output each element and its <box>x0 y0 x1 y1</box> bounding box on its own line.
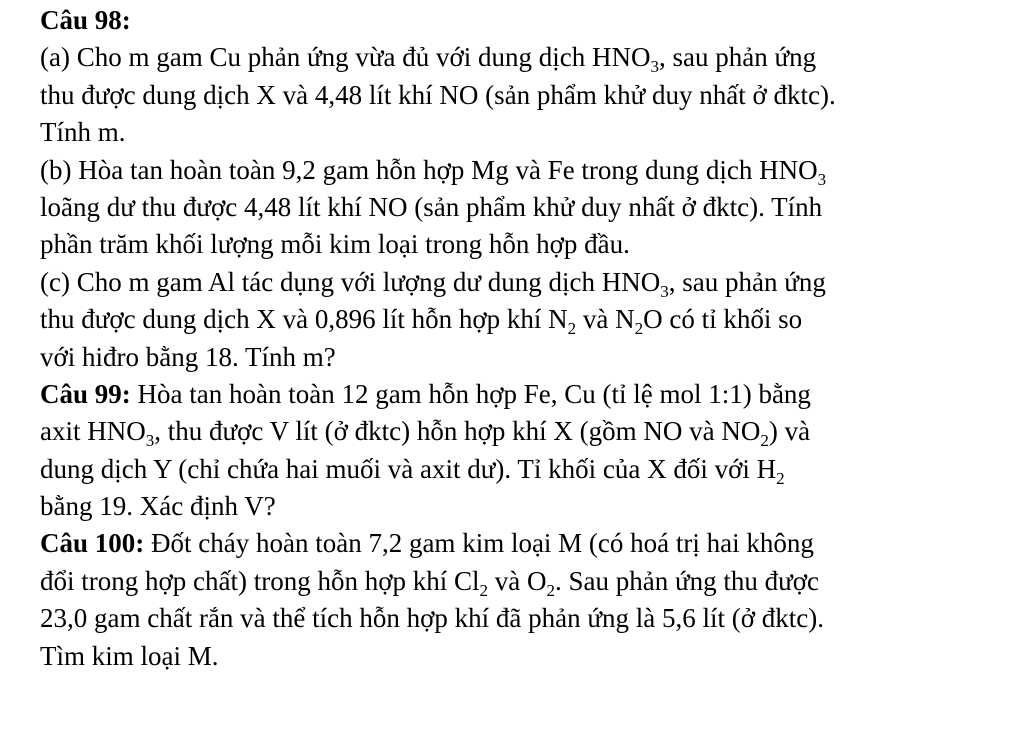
subscript: 3 <box>650 57 659 77</box>
text: và O <box>488 565 547 596</box>
subscript: 2 <box>546 580 555 600</box>
subscript: 2 <box>776 468 785 488</box>
subscript: 2 <box>479 580 489 600</box>
text: , thu được V lít (ở đktc) hỗn hợp khí X (gồm NO và NO <box>154 416 761 447</box>
q98-part-b-line-1 <box>40 152 1008 189</box>
text: (a) Cho m gam Cu phản ứng vừa đủ với dung dịch HNO <box>40 42 651 73</box>
question-99-line-4: bằng 19. Xác định V? <box>40 491 276 522</box>
question-99-line-2 <box>40 413 1008 450</box>
q98-part-b-line-2: loãng dư thu được 4,48 lít khí NO (sản phẩm khử duy nhất ở đktc). Tính <box>40 191 823 222</box>
question-100-line-3: 23,0 gam chất rắn và thể tích hỗn hợp khí đã phản ứng là 5,6 lít (ở đktc). <box>40 603 825 634</box>
subscript: 2 <box>760 431 769 451</box>
text: thu được dung dịch X và 0,896 lít hỗn hợp khí N <box>40 304 568 335</box>
q98-part-a-line-1 <box>40 39 1008 76</box>
text: , sau phản ứng <box>658 42 817 73</box>
subscript: 3 <box>817 169 827 189</box>
text: dung dịch Y (chỉ chứa hai muối và axit dư). Tỉ khối của X đối với H <box>40 453 777 484</box>
question-100-title: Câu 100: <box>40 528 145 559</box>
text: và N <box>576 304 635 335</box>
text: Hòa tan hoàn toàn 12 gam hỗn hợp Fe, Cu (tỉ lệ mol 1:1) bằng <box>130 378 811 409</box>
q98-part-a-line-2: thu được dung dịch X và 4,48 lít khí NO (sản phẩm khử duy nhất ở đktc). <box>40 79 836 110</box>
q98-part-a-line-3: Tính m. <box>40 117 126 148</box>
subscript: 2 <box>634 319 644 339</box>
q98-part-b-line-3: phần trăm khối lượng mỗi kim loại trong hỗn hợp đầu. <box>40 229 630 260</box>
text: , sau phản ứng <box>668 266 826 297</box>
text: đổi trong hợp chất) trong hỗn hợp khí Cl <box>40 565 480 596</box>
text: ) và <box>768 416 811 447</box>
q98-part-c-line-2 <box>40 301 1008 338</box>
subscript: 3 <box>660 281 669 301</box>
q98-part-c-line-1 <box>40 264 1008 301</box>
question-100-line-4: Tìm kim loại M. <box>40 640 219 671</box>
text: (c) Cho m gam Al tác dụng với lượng dư dung dịch HNO <box>40 266 661 297</box>
question-100-line-1 <box>40 525 1008 562</box>
text: axit HNO <box>40 416 146 447</box>
question-99-line-1 <box>40 376 1008 413</box>
question-99-title: Câu 99: <box>40 378 131 409</box>
text: . Sau phản ứng thu được <box>555 565 820 596</box>
q98-part-c-line-3: với hiđro bằng 18. Tính m? <box>40 341 336 372</box>
question-100-line-2 <box>40 563 1008 600</box>
subscript: 2 <box>567 319 577 339</box>
text: Đốt cháy hoàn toàn 7,2 gam kim loại M (có hoá trị hai không <box>144 528 814 559</box>
text: O có tỉ khối so <box>643 304 803 335</box>
question-99-line-3 <box>40 451 1008 488</box>
text: (b) Hòa tan hoàn toàn 9,2 gam hỗn hợp Mg và Fe trong dung dịch HNO <box>40 154 818 185</box>
document-page <box>40 2 1008 675</box>
question-98-title: Câu 98: <box>40 5 131 35</box>
subscript: 3 <box>145 431 155 451</box>
